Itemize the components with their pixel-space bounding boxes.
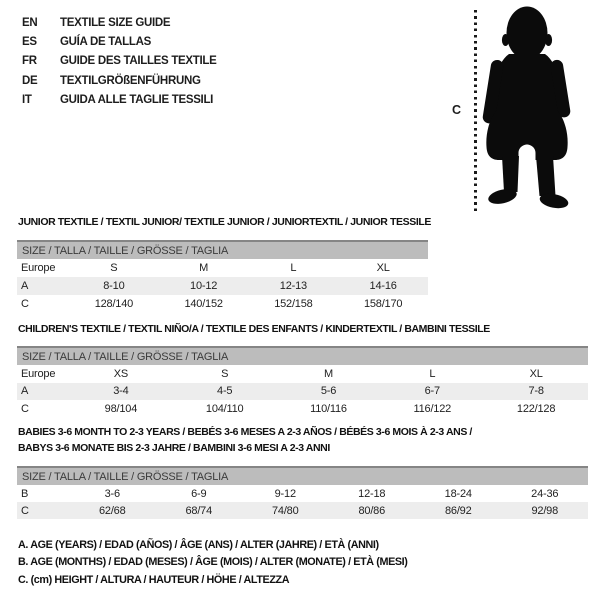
language-row-fr [22, 52, 217, 71]
table-cell: L [429, 367, 436, 380]
height-measure-label: C [452, 103, 462, 117]
table-row-height [17, 400, 588, 418]
language-label: TEXTILE SIZE GUIDE [60, 16, 171, 29]
table-cell: 86/92 [444, 504, 472, 517]
size-header-bar: SIZE / TALLA / TAILLE / GRÖSSE / TAGLIA [17, 240, 428, 259]
table-cell: 122/128 [516, 402, 556, 415]
table-cell: 14-16 [369, 280, 397, 292]
table-cell: 9-12 [274, 487, 296, 500]
table-row-height [17, 295, 428, 313]
table-row-age-months [17, 485, 588, 502]
row-label: Europe [21, 262, 56, 274]
babies-table-title [18, 424, 593, 456]
language-code: ES [22, 35, 37, 48]
table-row-age [17, 383, 588, 401]
language-code: EN [22, 16, 38, 29]
table-cell: 8-10 [103, 280, 125, 292]
row-label: A [21, 280, 29, 292]
row-label: A [21, 385, 29, 398]
table-cell: M [199, 262, 209, 274]
table-cell: XL [376, 262, 390, 274]
table-cell: 24-36 [531, 487, 559, 500]
baby-silhouette-icon [481, 6, 573, 212]
language-label: GUÍA DE TALLAS [60, 35, 151, 48]
language-code: FR [22, 55, 37, 68]
language-row-it [22, 90, 217, 109]
babies-title-line-2: BABYS 3-6 MONATE BIS 2-3 JAHRE / BAMBINI 3-6 MESI A 2-3 ANNI [18, 442, 330, 454]
table-cell: 12-13 [279, 280, 307, 292]
table-cell: 110/116 [310, 402, 347, 415]
table-cell: 116/122 [413, 402, 452, 415]
table-cell: 18-24 [444, 487, 472, 500]
legend [18, 536, 407, 589]
table-cell: 3-4 [113, 385, 129, 398]
table-row-height [17, 502, 588, 519]
table-cell: 5-6 [320, 385, 337, 398]
language-list [22, 13, 217, 109]
table-cell: 158/170 [363, 298, 403, 310]
table-cell: 140/152 [184, 298, 223, 310]
language-label: GUIDE DES TAILLES TEXTILE [60, 55, 217, 68]
legend-line-c: C. (cm) HEIGHT / ALTURA / HAUTEUR / HÖHE / ALTEZZA [18, 573, 290, 586]
table-cell: 10-12 [190, 280, 218, 292]
children-size-table [17, 346, 588, 418]
size-header-bar: SIZE / TALLA / TAILLE / GRÖSSE / TAGLIA [17, 466, 588, 485]
legend-line-b: B. AGE (MONTHS) / EDAD (MESES) / ÂGE (MOIS) / ALTER (MONATE) / ETÀ (MESI) [18, 556, 408, 569]
table-cell: 80/86 [358, 504, 386, 517]
babies-title-line-1: BABIES 3-6 MONTH TO 2-3 YEARS / BEBÉS 3-6 MESES A 2-3 AÑOS / BÉBÉS 3-6 MOIS À 2-3 ANS / [18, 426, 472, 438]
table-cell: 92/98 [531, 504, 559, 517]
table-cell: 6-7 [424, 385, 440, 398]
language-label: GUIDA ALLE TAGLIE TESSILI [60, 93, 214, 106]
table-cell: 4-5 [217, 385, 233, 398]
language-row-en [22, 13, 217, 32]
size-header-bar: SIZE / TALLA / TAILLE / GRÖSSE / TAGLIA [17, 346, 588, 365]
table-cell: M [324, 367, 333, 380]
language-code: IT [22, 93, 32, 106]
row-label: B [21, 487, 29, 500]
table-cell: 128/140 [94, 298, 134, 310]
table-row-europe [17, 259, 428, 277]
table-cell: 6-9 [191, 487, 207, 500]
legend-line-a: A. AGE (YEARS) / EDAD (AÑOS) / ÂGE (ANS) / ALTER (JAHRE) / ETÀ (ANNI) [18, 538, 379, 551]
table-cell: 7-8 [528, 385, 544, 398]
table-row-age [17, 277, 428, 295]
row-label: C [21, 504, 29, 517]
row-label: Europe [21, 367, 56, 380]
babies-size-table [17, 466, 588, 519]
language-row-es [22, 32, 217, 51]
table-cell: 74/80 [271, 504, 299, 517]
table-cell: 152/158 [274, 298, 313, 310]
children-table-title: CHILDREN'S TEXTILE / TEXTIL NIÑO/A / TEXTILE DES ENFANTS / KINDERTEXTIL / BAMBINI TESSILE [18, 323, 490, 335]
table-row-europe [17, 365, 588, 383]
table-cell: 98/104 [104, 402, 138, 415]
table-cell: XL [529, 367, 543, 380]
table-cell: 68/74 [185, 504, 213, 517]
language-label: TEXTILGRÖßENFÜHRUNG [60, 74, 201, 87]
language-code: DE [22, 74, 38, 87]
table-cell: XS [113, 367, 129, 380]
table-cell: S [110, 262, 118, 274]
table-cell: 3-6 [104, 487, 120, 500]
junior-table-title: JUNIOR TEXTILE / TEXTIL JUNIOR/ TEXTILE JUNIOR / JUNIORTEXTIL / JUNIOR TESSILE [18, 216, 431, 228]
table-cell: 104/110 [205, 402, 244, 415]
language-row-de [22, 71, 217, 90]
table-cell: S [221, 367, 229, 380]
table-cell: 62/68 [98, 504, 126, 517]
row-label: C [21, 402, 29, 415]
junior-size-table [17, 240, 428, 313]
table-cell: L [290, 262, 297, 274]
table-cell: 12-18 [358, 487, 386, 500]
height-dotted-line [474, 10, 477, 212]
row-label: C [21, 298, 29, 310]
